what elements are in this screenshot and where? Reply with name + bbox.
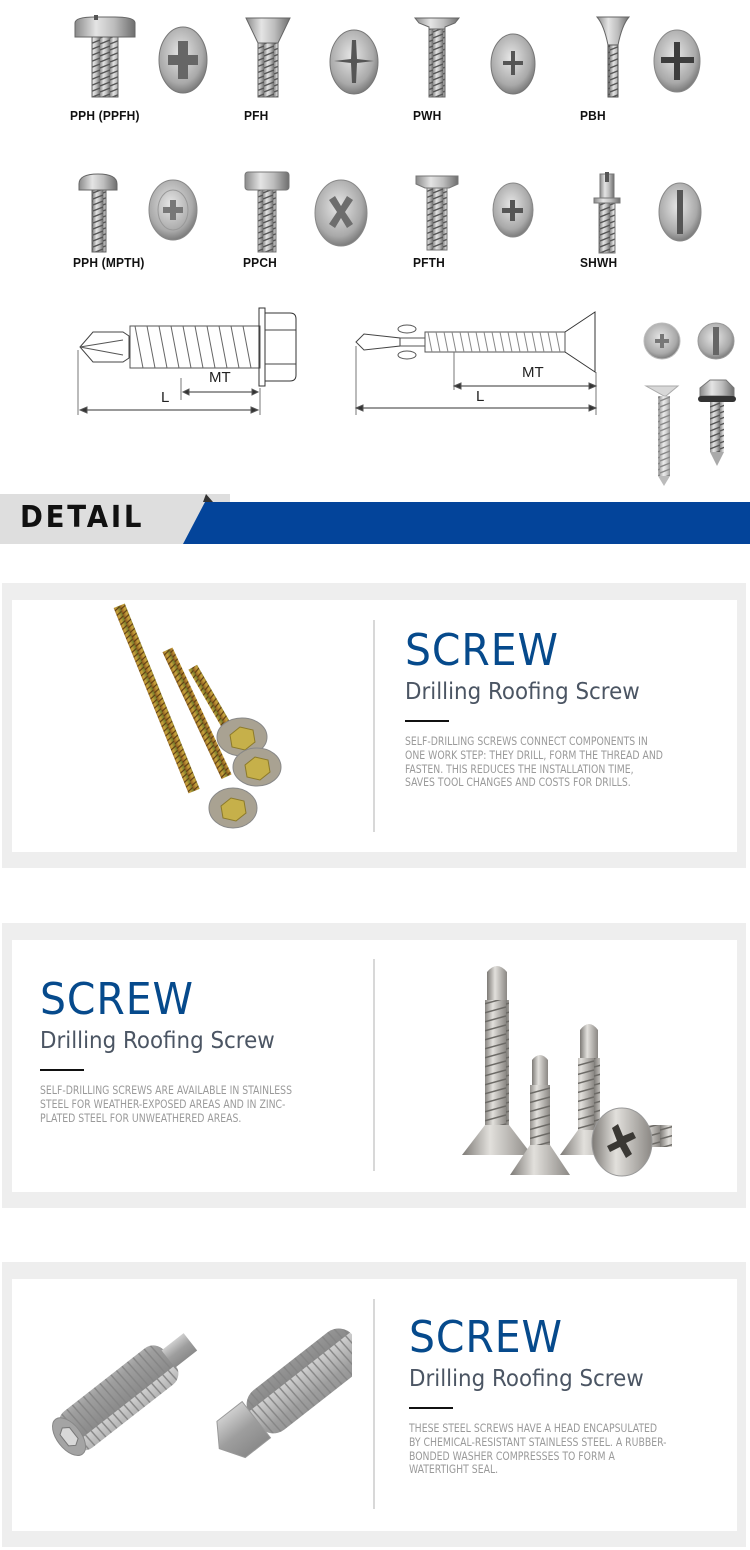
screw-code-label: PFTH [413,255,445,270]
screw-pbh [580,15,750,145]
panel-content [12,600,737,852]
screw-pph-ppfh [70,15,240,145]
heading-underline [409,1407,453,1409]
stainless-countersunk-screws-photo-icon [462,960,692,1180]
pan-head-screw-icon [70,15,220,100]
l-dimension-label: L [476,388,485,405]
screw-ppch [243,170,413,300]
diagram-hex-washer-screw [75,300,305,420]
panel-description: SELF-DRILLING SCREWS ARE AVAILABLE IN STAINLESS STEEL FOR WEATHER-EXPOSED AREAS AND IN ZINC-PLATED STEEL FOR UNWEATHERED AREAS. [40,1083,293,1125]
flat-truss-head-screw-icon [413,170,563,255]
drywall-and-hex-screw-photos-icon [640,318,740,490]
hex-screw-line-drawing-icon [75,300,305,420]
zinc-hex-screws-photo-icon [97,600,297,855]
l-dimension-label: L [161,389,170,406]
flat-head-screw-icon [244,15,394,100]
diagram-countersunk-wing-screw [350,310,610,420]
bugle-head-screw-icon [580,15,740,100]
panel-content [12,1279,737,1531]
pan-cylinder-head-screw-icon [243,170,393,255]
screw-code-label: PPH (PPFH) [70,108,140,123]
panel-divider [373,1299,375,1509]
screw-head-catalog [0,0,750,490]
panel-text [409,1312,709,1477]
detail-section-banner [0,494,750,544]
panel-text [40,974,340,1125]
wafer-head-screw-icon [413,15,563,100]
panel-text [405,625,705,790]
panel-heading: SCREW [409,1312,563,1363]
panel-content [12,940,737,1192]
screw-pfh [244,15,414,145]
galvanized-set-screws-photo-icon [32,1304,352,1509]
section-title: DETAIL [20,500,145,535]
heading-underline [405,720,449,722]
screw-pwh [413,15,583,145]
mt-dimension-label: MT [522,364,544,381]
heading-underline [40,1069,84,1071]
panel-description: SELF-DRILLING SCREWS CONNECT COMPONENTS IN ONE WORK STEP: THEY DRILL, FORM THE THREAD AND FASTEN. THIS REDUCES THE INSTALLATION TIME, SAVES TOOL CHANGES AND COSTS FOR DRILLS. [405,734,663,790]
screw-shwh [580,170,750,300]
panel-description: THESE STEEL SCREWS HAVE A HEAD ENCAPSULATED BY CHEMICAL-RESISTANT STAINLESS STEEL. A RUBBER-BONDED WASHER COMPRESSES TO FORM A WATERTIGHT SEAL. [409,1421,667,1477]
truss-head-screw-icon [73,170,223,255]
panel-heading: SCREW [405,625,559,676]
screw-code-label: PPCH [243,255,277,270]
banner-blue-bar [183,502,750,544]
panel-divider [373,959,375,1171]
panel-divider [373,620,375,832]
screw-code-label: PPH (MPTH) [73,255,145,270]
screw-code-label: PFH [244,108,269,123]
detail-panel-1 [2,583,746,868]
panel-subheading: Drilling Roofing Screw [40,1028,275,1054]
mt-dimension-label: MT [209,369,231,386]
banner-corner-accent [203,494,213,502]
screw-code-label: PBH [580,108,606,123]
detail-panel-2 [2,923,746,1208]
screw-code-label: SHWH [580,255,618,270]
detail-panel-3 [2,1262,746,1547]
screw-code-label: PWH [413,108,442,123]
panel-subheading: Drilling Roofing Screw [409,1366,644,1392]
panel-heading: SCREW [40,974,194,1025]
slotted-hex-washer-screw-icon [580,170,740,255]
panel-subheading: Drilling Roofing Screw [405,679,640,705]
screw-pfth [413,170,583,300]
screw-pph-mpth [73,170,243,300]
